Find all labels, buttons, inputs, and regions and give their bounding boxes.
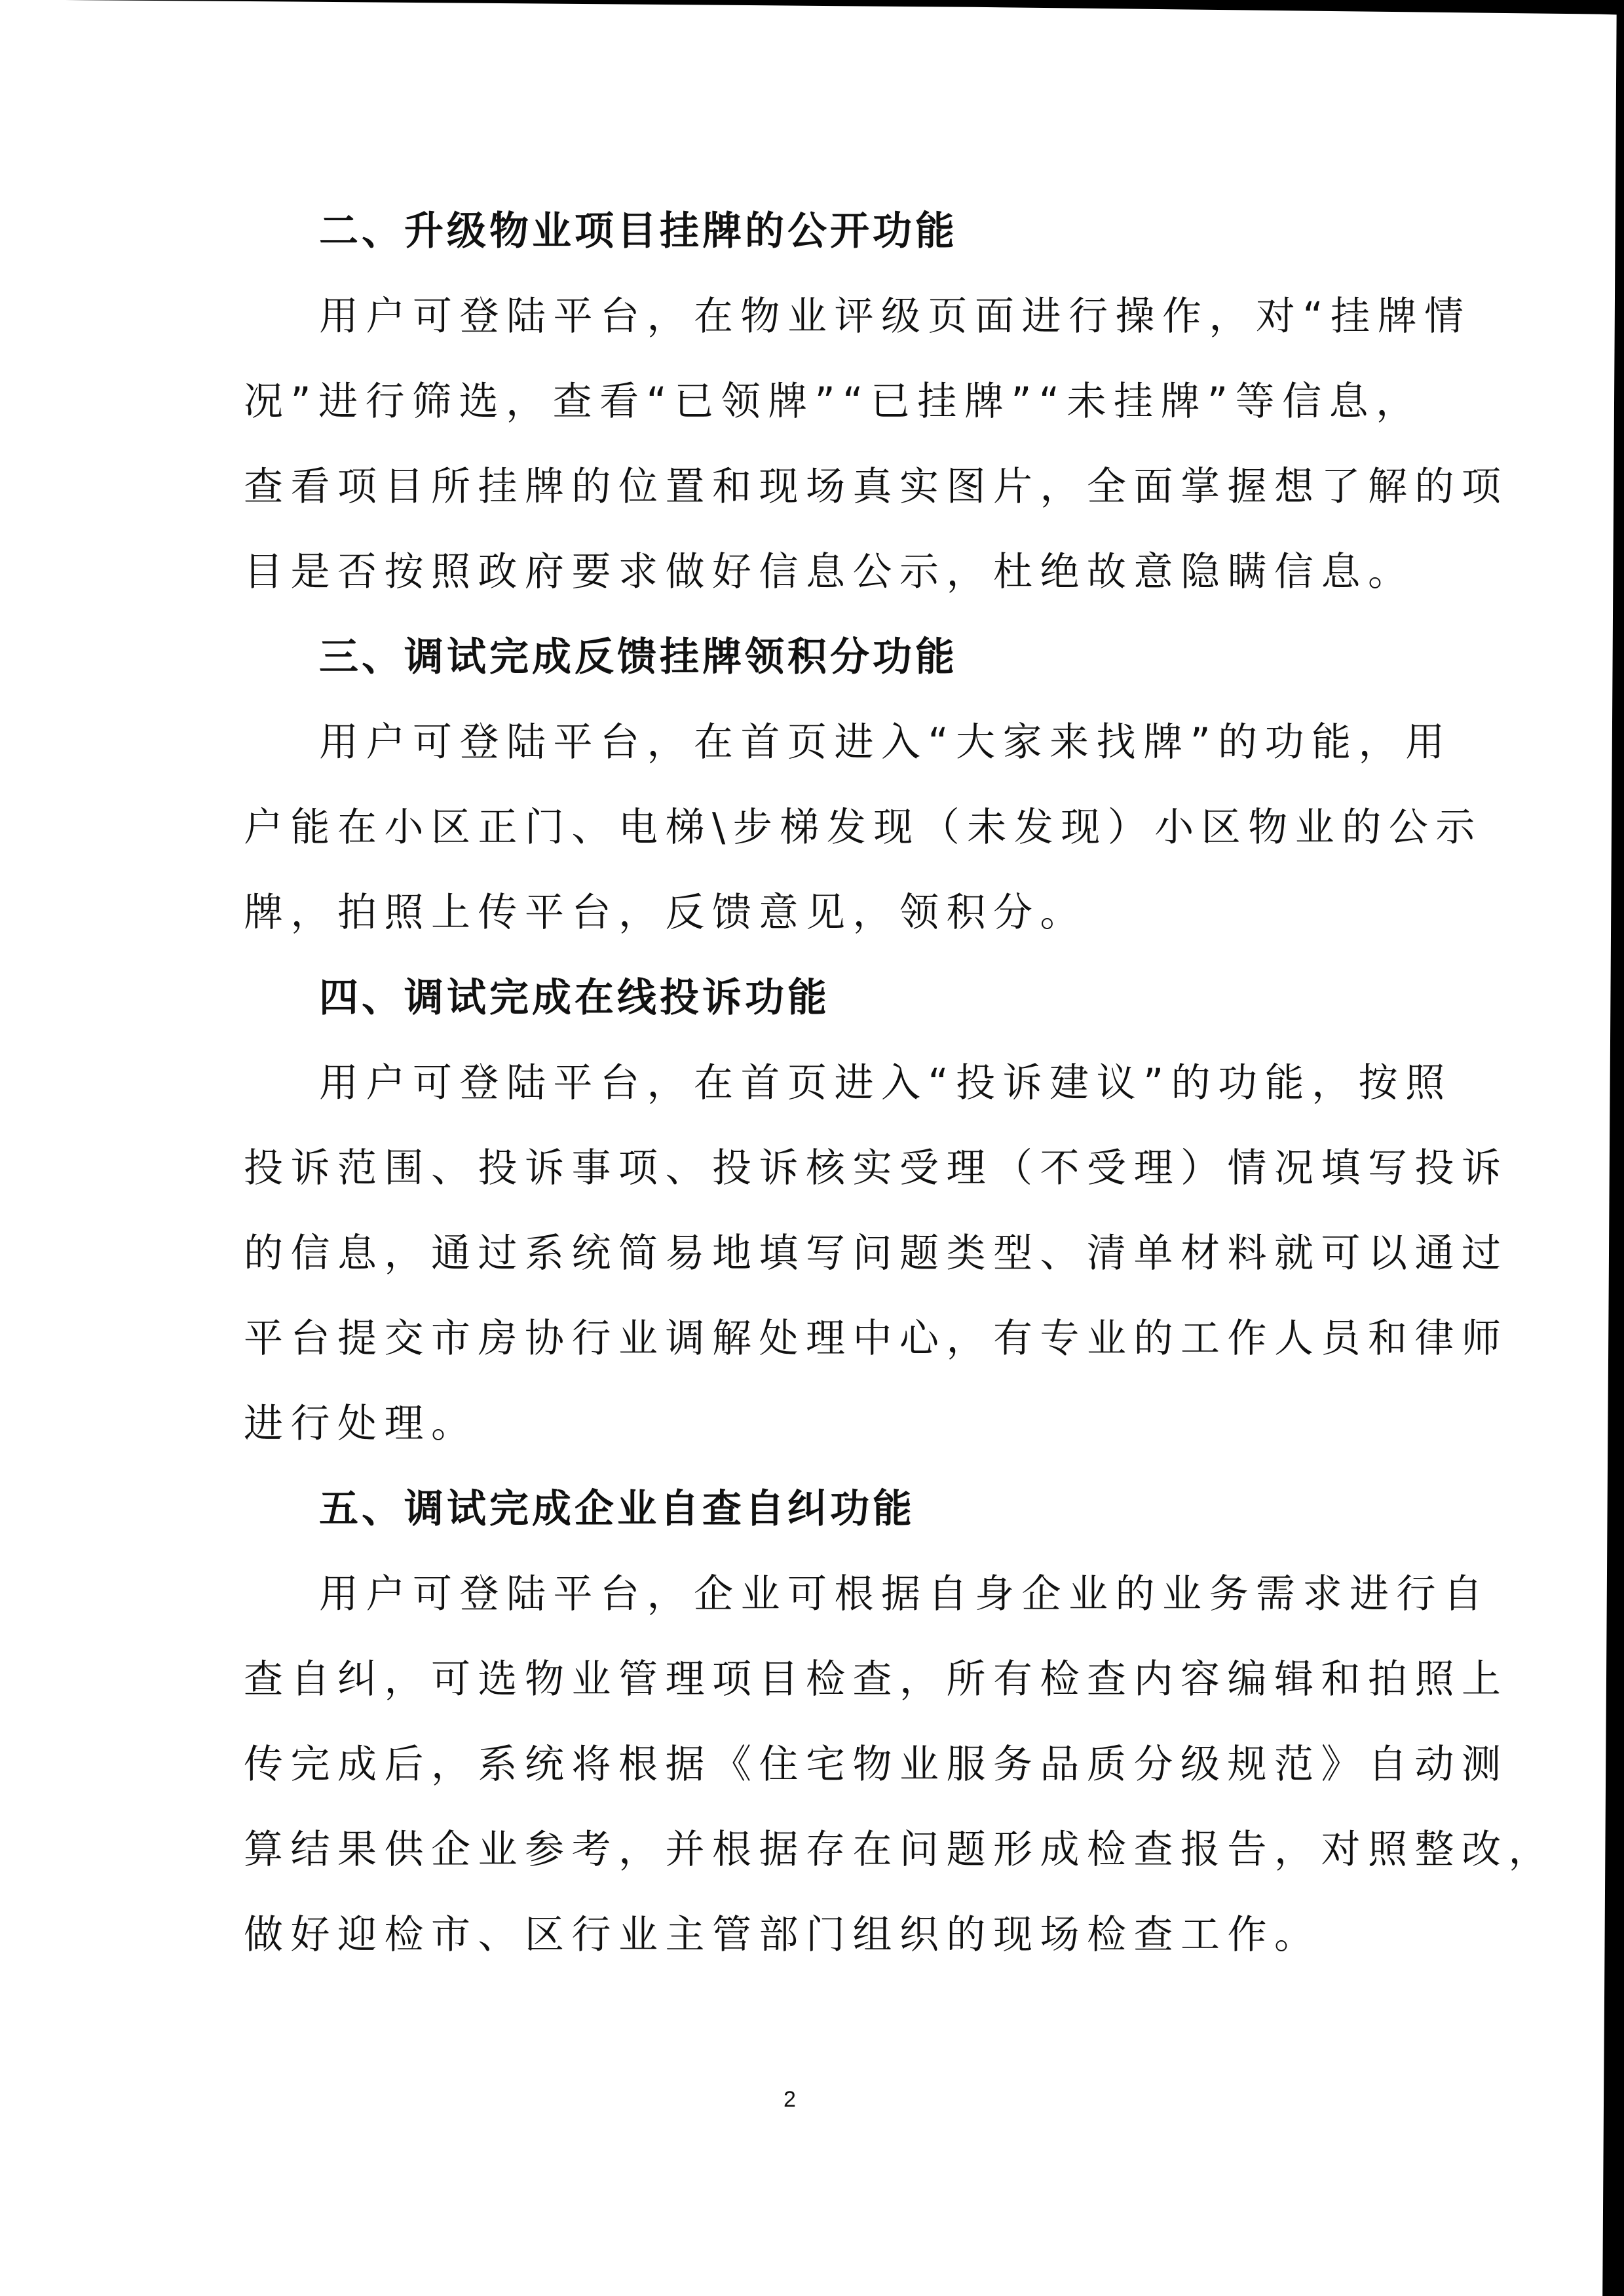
section-heading-4: 四、调试完成在线投诉功能 [319, 975, 830, 1021]
paragraph-line: 查自纠，可选物业管理项目检查，所有检查内容编辑和拍照上 [244, 1656, 1509, 1702]
paragraph-line: 进行处理。 [244, 1401, 478, 1447]
paragraph-line: 用户可登陆平台，在物业评级页面进行操作，对“挂牌情 [319, 294, 1471, 339]
paragraph-line: 算结果供企业参考，并根据存在问题形成检查报告，对照整改， [244, 1827, 1555, 1873]
paragraph-line: 投诉范围、投诉事项、投诉核实受理（不受理）情况填写投诉 [244, 1145, 1509, 1191]
paragraph-line: 牌，拍照上传平台，反馈意见，领积分。 [244, 890, 1087, 936]
paragraph-line: 的信息，通过系统简易地填写问题类型、清单材料就可以通过 [244, 1231, 1509, 1276]
section-heading-3: 三、调试完成反馈挂牌领积分功能 [319, 634, 958, 680]
paragraph-line: 用户可登陆平台，企业可根据自身企业的业务需求进行自 [319, 1571, 1490, 1617]
scan-edge-right [1598, 0, 1624, 2296]
paragraph-line: 平台提交市房协行业调解处理中心，有专业的工作人员和律师 [244, 1316, 1509, 1362]
paragraph-line: 查看项目所挂牌的位置和现场真实图片，全面掌握想了解的项 [244, 464, 1509, 510]
paragraph-line: 目是否按照政府要求做好信息公示，杜绝故意隐瞒信息。 [244, 549, 1415, 595]
scan-edge-top [0, 0, 1624, 16]
paragraph-line: 用户可登陆平台，在首页进入“投诉建议”的功能，按照 [319, 1060, 1452, 1106]
section-heading-5: 五、调试完成企业自查自纠功能 [319, 1486, 915, 1532]
paragraph-line: 户能在小区正门、电梯\步梯发现（未发现）小区物业的公示 [244, 805, 1482, 851]
page-number: 2 [784, 2087, 796, 2112]
paragraph-line: 用户可登陆平台，在首页进入“大家来找牌”的功能，用 [319, 719, 1452, 765]
section-heading-2: 二、升级物业项目挂牌的公开功能 [319, 208, 958, 254]
paragraph-line: 传完成后，系统将根据《住宅物业服务品质分级规范》自动测 [244, 1742, 1509, 1788]
paragraph-line: 做好迎检市、区行业主管部门组织的现场检查工作。 [244, 1912, 1321, 1958]
paragraph-line: 况”进行筛选，查看“已领牌”“已挂牌”“未挂牌”等信息， [244, 379, 1423, 425]
